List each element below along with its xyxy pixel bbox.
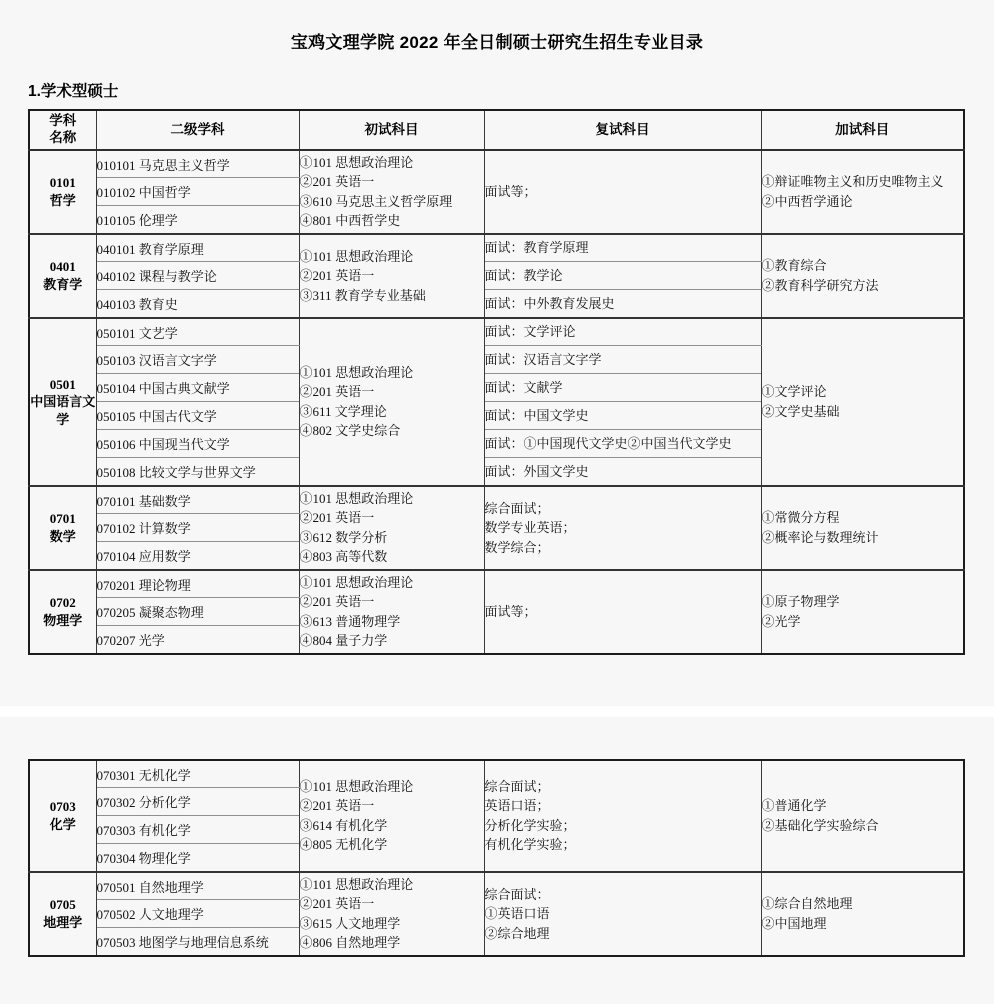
subject-name: 教育学 xyxy=(43,276,83,292)
retest-line: 综合面试； xyxy=(484,778,550,794)
additional-exam-line: ①教育综合 xyxy=(761,258,827,274)
major-cell: 050105 中国古代文学 xyxy=(96,402,299,430)
additional-exam-line: ②文学史基础 xyxy=(761,403,840,419)
additional-exam-line: ②基础化学实验综合 xyxy=(761,817,879,833)
exam-line: ④804 量子力学 xyxy=(299,633,388,649)
exam-line: ②201 英语一 xyxy=(299,594,375,610)
exam-line: ③612 数学分析 xyxy=(299,529,388,545)
table-row xyxy=(29,150,964,178)
initial-exam-cell xyxy=(299,872,484,956)
subject-name: 物理学 xyxy=(43,612,83,628)
additional-exam-line: ①普通化学 xyxy=(761,798,827,814)
subject-name: 哲学 xyxy=(49,192,76,208)
table-row xyxy=(29,760,964,788)
additional-exam-line: ①辩证唯物主义和历史唯物主义 xyxy=(761,174,944,190)
major-cell: 040103 教育史 xyxy=(96,290,299,318)
subject-group-cell xyxy=(29,234,96,318)
subject-group-cell xyxy=(29,760,96,872)
retest-cell: 面试：文学评论 xyxy=(484,318,761,346)
retest-line: 面试等； xyxy=(484,184,537,200)
exam-line: ③613 普通物理学 xyxy=(299,613,401,629)
retest-cell: 面试：外国文学史 xyxy=(484,458,761,486)
subject-name: 中国语言文学 xyxy=(30,394,96,427)
additional-exam-cell xyxy=(761,234,964,318)
major-cell: 050104 中国古典文献学 xyxy=(96,374,299,402)
retest-cell: 面试：①中国现代文学史②中国当代文学史 xyxy=(484,430,761,458)
subject-code: 0701 xyxy=(49,511,76,527)
exam-line: ②201 英语一 xyxy=(299,384,375,400)
initial-exam-cell xyxy=(299,760,484,872)
major-cell: 070207 光学 xyxy=(96,626,299,654)
column-header-retest: 复试科目 xyxy=(484,110,761,150)
column-header-initial-exam: 初试科目 xyxy=(299,110,484,150)
subject-name: 地理学 xyxy=(43,914,83,930)
exam-line: ④806 自然地理学 xyxy=(299,935,401,951)
admissions-table-page-1 xyxy=(28,109,965,655)
subject-name: 化学 xyxy=(49,816,76,832)
subject-name: 数学 xyxy=(49,528,76,544)
exam-line: ①101 思想政治理论 xyxy=(299,876,414,892)
major-cell: 070101 基础数学 xyxy=(96,486,299,514)
retest-line: 面试等； xyxy=(484,604,537,620)
major-cell: 050106 中国现当代文学 xyxy=(96,430,299,458)
major-cell: 070503 地图学与地理信息系统 xyxy=(96,928,299,956)
retest-line: 综合面试： xyxy=(484,886,550,902)
exam-line: ③615 人文地理学 xyxy=(299,915,401,931)
major-cell: 070501 自然地理学 xyxy=(96,872,299,900)
major-cell: 070502 人文地理学 xyxy=(96,900,299,928)
major-cell: 070302 分析化学 xyxy=(96,788,299,816)
initial-exam-cell xyxy=(299,318,484,486)
retest-line: 英语口语； xyxy=(484,798,550,814)
major-cell: 070303 有机化学 xyxy=(96,816,299,844)
retest-cell: 面试：文献学 xyxy=(484,374,761,402)
exam-line: ③311 教育学专业基础 xyxy=(299,287,426,303)
retest-cell: 面试：中国文学史 xyxy=(484,402,761,430)
exam-line: ②201 英语一 xyxy=(299,896,375,912)
exam-line: ④801 中西哲学史 xyxy=(299,213,401,229)
additional-exam-cell xyxy=(761,486,964,570)
additional-exam-cell xyxy=(761,318,964,486)
subject-code: 0401 xyxy=(49,259,76,275)
initial-exam-cell xyxy=(299,234,484,318)
table-row xyxy=(29,872,964,900)
exam-line: ①101 思想政治理论 xyxy=(299,490,414,506)
column-header-subject-name: 学科 名称 xyxy=(29,110,96,150)
major-cell: 070201 理论物理 xyxy=(96,570,299,598)
additional-exam-line: ②光学 xyxy=(761,613,801,629)
subject-code: 0703 xyxy=(49,799,76,815)
subject-code: 0101 xyxy=(49,175,76,191)
retest-cell xyxy=(484,760,761,872)
additional-exam-line: ①原子物理学 xyxy=(761,594,840,610)
major-cell: 070104 应用数学 xyxy=(96,542,299,570)
exam-line: ③610 马克思主义哲学原理 xyxy=(299,193,453,209)
major-cell: 040101 教育学原理 xyxy=(96,234,299,262)
major-cell: 040102 课程与教学论 xyxy=(96,262,299,290)
table-row xyxy=(29,570,964,598)
additional-exam-line: ②概率论与数理统计 xyxy=(761,529,879,545)
major-cell: 070205 凝聚态物理 xyxy=(96,598,299,626)
additional-exam-cell xyxy=(761,150,964,234)
major-cell: 010105 伦理学 xyxy=(96,206,299,234)
subject-code: 0501 xyxy=(49,376,76,392)
table-row xyxy=(29,234,964,262)
retest-line: 有机化学实验； xyxy=(484,837,576,853)
subject-group-cell xyxy=(29,570,96,654)
additional-exam-cell xyxy=(761,570,964,654)
exam-line: ③611 文学理论 xyxy=(299,403,387,419)
retest-cell xyxy=(484,570,761,654)
major-cell: 050103 汉语言文字学 xyxy=(96,346,299,374)
retest-cell xyxy=(484,872,761,956)
subject-code: 0705 xyxy=(49,897,76,913)
exam-line: ③614 有机化学 xyxy=(299,817,388,833)
additional-exam-cell xyxy=(761,872,964,956)
retest-line: 分析化学实验； xyxy=(484,817,576,833)
major-cell: 050101 文艺学 xyxy=(96,318,299,346)
retest-cell: 面试：中外教育发展史 xyxy=(484,290,761,318)
additional-exam-cell xyxy=(761,760,964,872)
table-row xyxy=(29,486,964,514)
additional-exam-line: ②中西哲学通论 xyxy=(761,193,853,209)
major-cell: 070304 物理化学 xyxy=(96,844,299,872)
retest-cell: 面试：汉语言文字学 xyxy=(484,346,761,374)
additional-exam-line: ①文学评论 xyxy=(761,384,827,400)
admissions-table-page-2 xyxy=(28,759,965,957)
retest-cell: 面试：教学论 xyxy=(484,262,761,290)
major-cell: 070301 无机化学 xyxy=(96,760,299,788)
additional-exam-line: ①综合自然地理 xyxy=(761,896,853,912)
retest-line: 综合面试； xyxy=(484,500,550,516)
retest-line: 数学专业英语； xyxy=(484,520,576,536)
exam-line: ①101 思想政治理论 xyxy=(299,154,414,170)
subject-group-cell xyxy=(29,872,96,956)
additional-exam-line: ②中国地理 xyxy=(761,915,827,931)
exam-line: ①101 思想政治理论 xyxy=(299,364,414,380)
table-row xyxy=(29,318,964,346)
retest-cell xyxy=(484,486,761,570)
exam-line: ①101 思想政治理论 xyxy=(299,778,414,794)
exam-line: ②201 英语一 xyxy=(299,798,375,814)
major-cell: 070102 计算数学 xyxy=(96,514,299,542)
major-cell: 010101 马克思主义哲学 xyxy=(96,150,299,178)
exam-line: ②201 英语一 xyxy=(299,268,375,284)
document-title: 宝鸡文理学院 2022 年全日制硕士研究生招生专业目录 xyxy=(290,33,704,52)
retest-line: 数学综合； xyxy=(484,539,550,555)
major-cell: 050108 比较文学与世界文学 xyxy=(96,458,299,486)
exam-line: ①101 思想政治理论 xyxy=(299,574,414,590)
page-break-gap xyxy=(0,706,994,717)
exam-line: ④802 文学史综合 xyxy=(299,423,401,439)
additional-exam-line: ①常微分方程 xyxy=(761,510,840,526)
subject-group-cell xyxy=(29,486,96,570)
subject-group-cell xyxy=(29,318,96,486)
retest-line: ②综合地理 xyxy=(484,925,550,941)
exam-line: ①101 思想政治理论 xyxy=(299,248,414,264)
initial-exam-cell xyxy=(299,486,484,570)
subject-code: 0702 xyxy=(49,595,76,611)
retest-line: ①英语口语 xyxy=(484,906,550,922)
retest-cell xyxy=(484,150,761,234)
section-heading: 1.学术型硕士 xyxy=(28,83,119,101)
exam-line: ②201 英语一 xyxy=(299,174,375,190)
additional-exam-line: ②教育科学研究方法 xyxy=(761,277,879,293)
column-header-secondary-discipline: 二级学科 xyxy=(96,110,299,150)
exam-line: ④803 高等代数 xyxy=(299,549,388,565)
exam-line: ④805 无机化学 xyxy=(299,837,388,853)
header-row xyxy=(29,110,964,150)
subject-group-cell xyxy=(29,150,96,234)
initial-exam-cell xyxy=(299,150,484,234)
exam-line: ②201 英语一 xyxy=(299,510,375,526)
column-header-additional-exam: 加试科目 xyxy=(761,110,964,150)
retest-cell: 面试：教育学原理 xyxy=(484,234,761,262)
major-cell: 010102 中国哲学 xyxy=(96,178,299,206)
initial-exam-cell xyxy=(299,570,484,654)
